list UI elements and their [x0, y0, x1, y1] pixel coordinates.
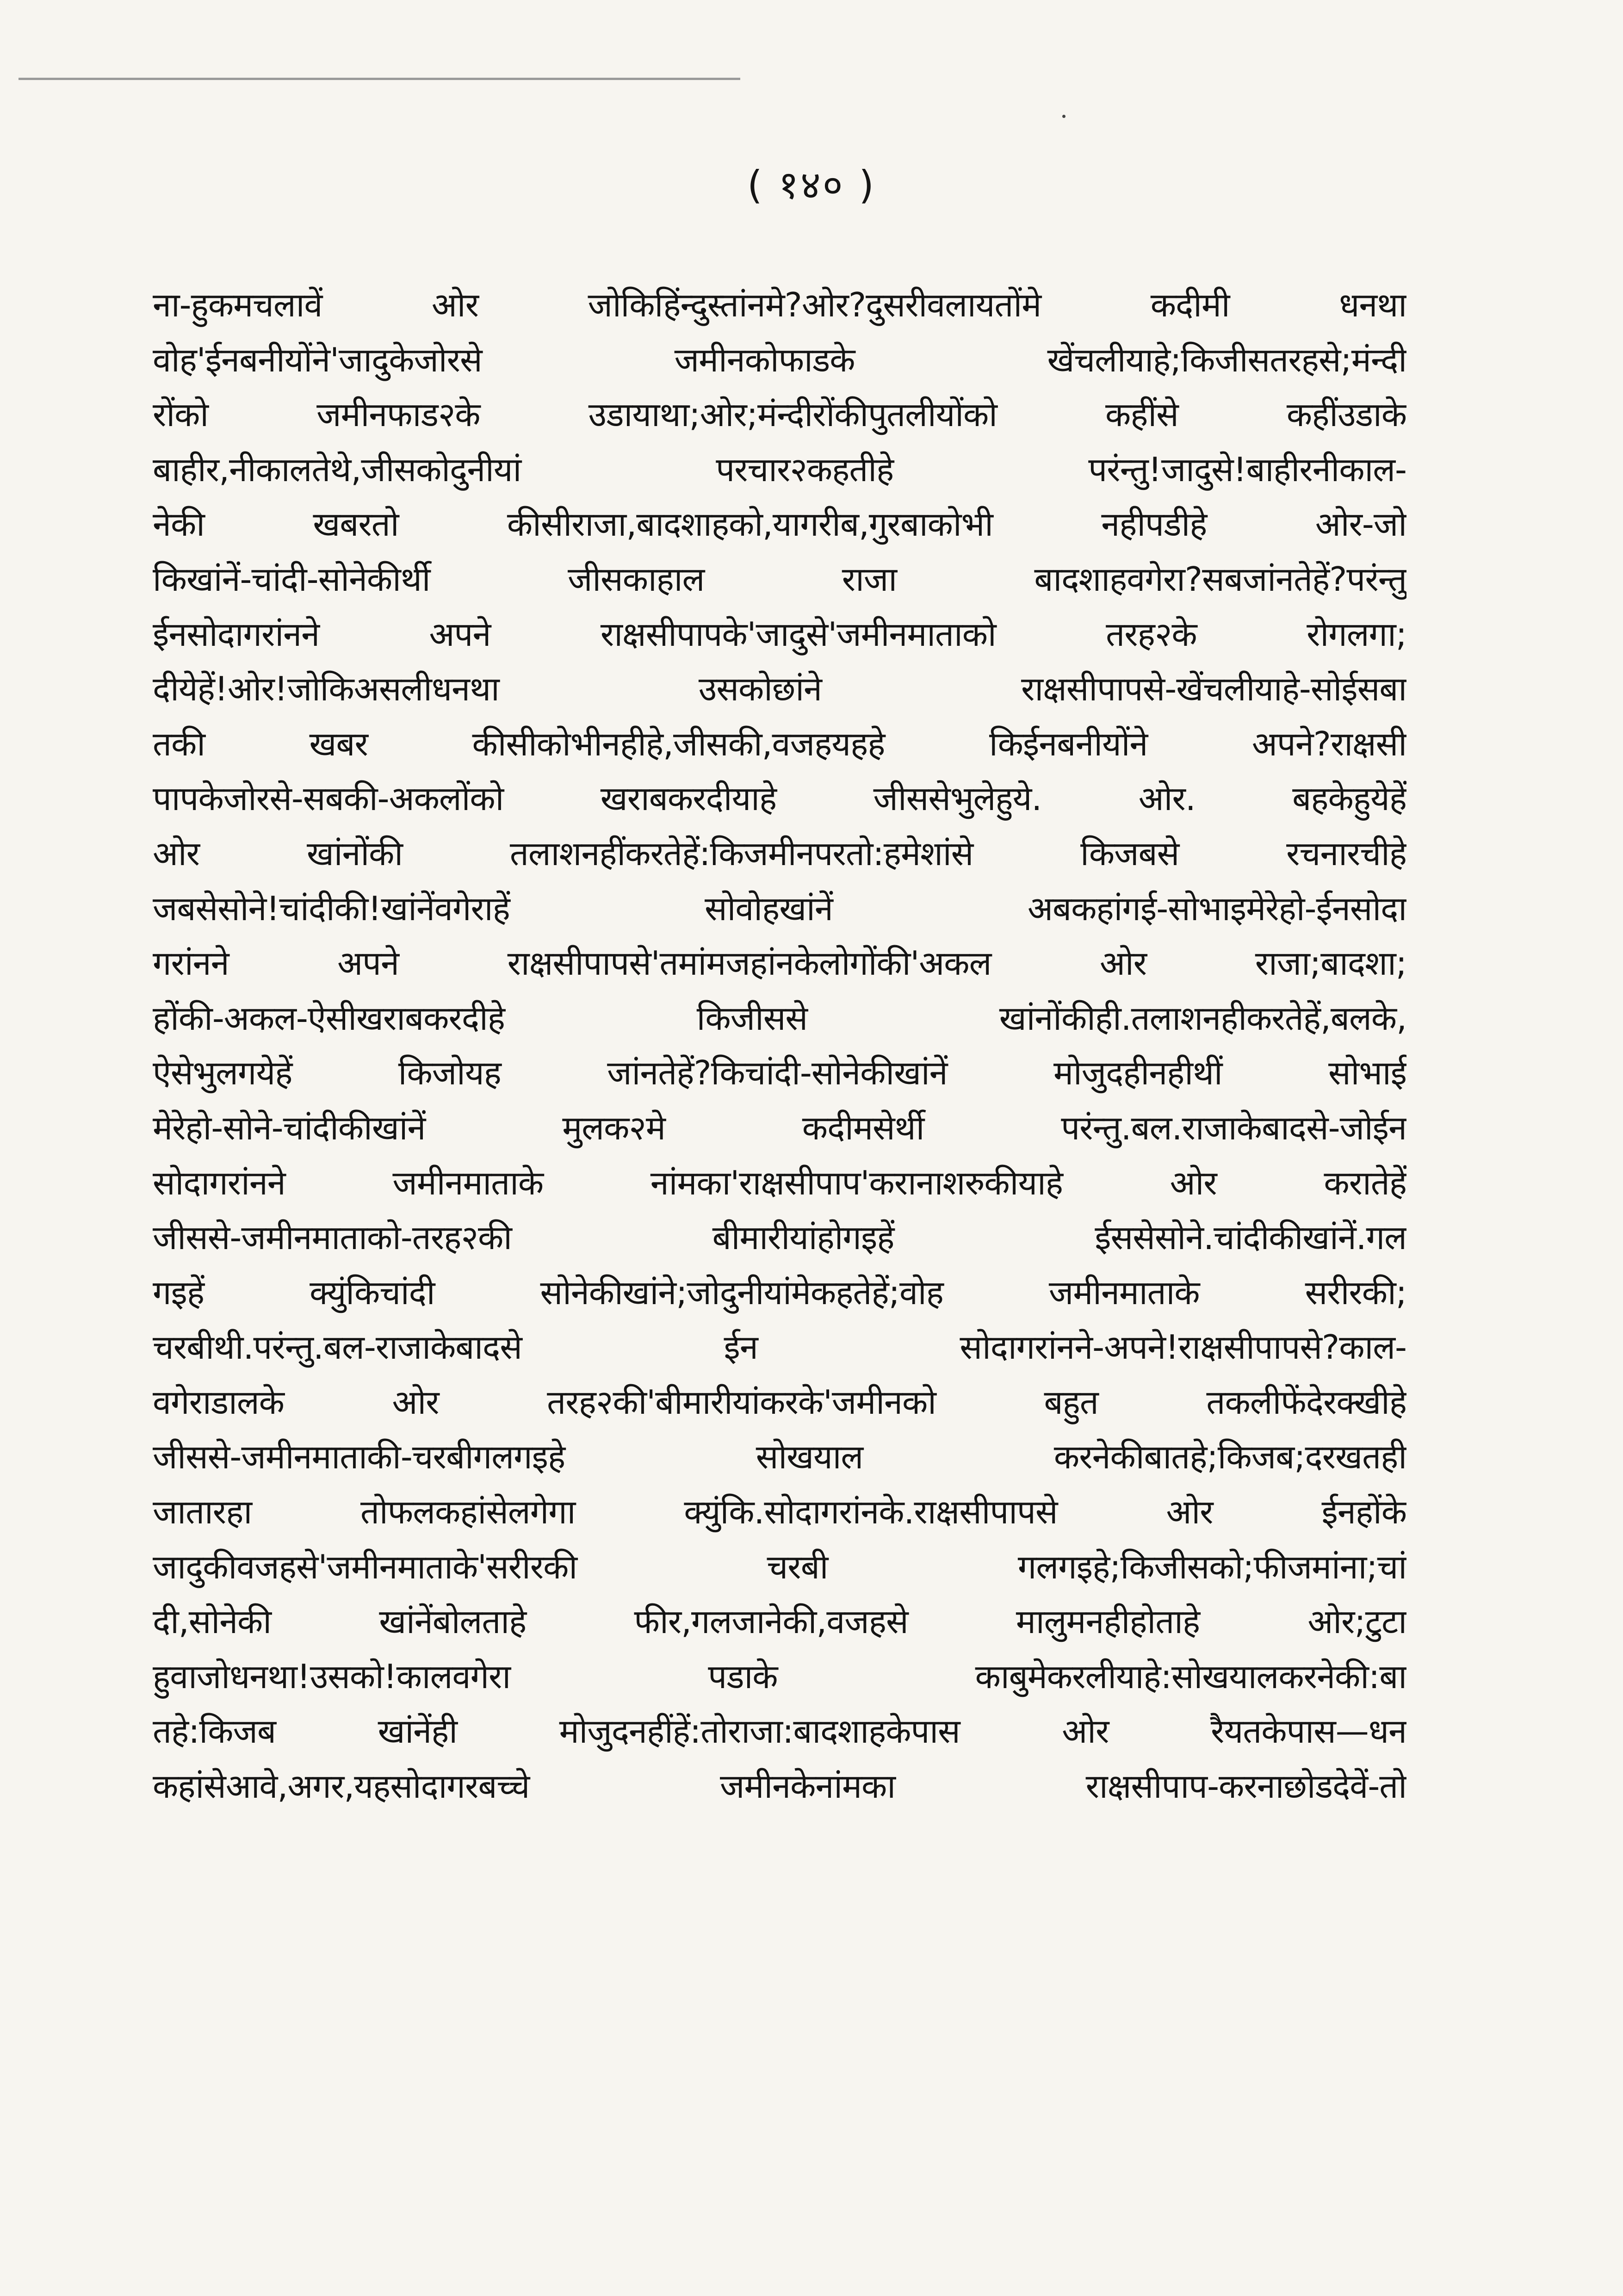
text-line: ऐसेभुलगयेहें किजोयह जांनतेहें?किचांदी-सोनेकीखांनें मोजुदहीनहीथीं सोभाई [153, 1053, 1406, 1093]
text-line: जादुकीवजहसे'जमीनमाताके'सरीरकी चरबी गलगइहे;किजीसको;फीजमांना;चां [153, 1547, 1406, 1586]
text-line: किखांनें-चांदी-सोनेकीर्थी जीसकाहाल राजा बादशाहवगेरा?सबजांनतेहें?परंन्तु [153, 559, 1406, 599]
text-line: चरबीथी.परंन्तु.बल-राजाकेबादसे ईन सोदागरांनने-अपने!राक्षसीपापसे?काल- [153, 1328, 1406, 1367]
text-line: होंकी-अकल-ऐसीखराबकरदीहे किजीससे खांनोंकीही.तलाशनहीकरतेहें,बलके, [153, 998, 1406, 1038]
body-text [153, 278, 1406, 1814]
text-line: मेरेहो-सोने-चांदीकीखांनें मुलक२मे कदीमसेर्थी परंन्तु.बल.राजाकेबादसे-जोईन [153, 1108, 1406, 1147]
text-line: दीयेहें!ओर!जोकिअसलीधनथा उसकोछांने राक्षसीपापसे-खेंचलीयाहे-सोईसबा [153, 669, 1406, 709]
text-line: तहे:किजब खांनेंही मोजुदनहींहें:तोराजा:बादशाहकेपास ओर रैयतकेपास—धन [153, 1712, 1406, 1751]
text-line: पापकेजोरसे-सबकी-अकलोंको खराबकरदीयाहे जीससेभुलेहुये. ओर. बहकेहुयेहें [153, 779, 1406, 818]
text-line: वगेराडालके ओर तरह२की'बीमारीयांकरके'जमीनको बहुत तकलीफेंदेरक्खीहे [153, 1382, 1406, 1422]
text-line: बाहीर,नीकालतेथे,जीसकोदुनीयां परचार२कहतीहे परंन्तु!जादुसे!बाहीरनीकाल- [153, 450, 1406, 489]
text-line: जीससे-जमीनमाताको-तरह२की बीमारीयांहोगइहें ईससेसोने.चांदीकीखांनें.गल [153, 1218, 1406, 1257]
page-number: ( १४० ) [747, 162, 876, 208]
text-line: जबसेसोने!चांदीकी!खांनेंवगेराहें सोवोहखांनें अबकहांगई-सोभाइमेरेहो-ईनसोदा [153, 889, 1406, 928]
top-border-rule [19, 78, 740, 80]
text-line: जीससे-जमीनमाताकी-चरबीगलगइहे सोखयाल करनेकीबातहे;किजब;दरखतही [153, 1437, 1406, 1477]
text-line: कहांसेआवे,अगर,यहसोदागरबच्चे जमीनकेनांमका राक्षसीपाप-करनाछोडदेवें-तो [153, 1767, 1406, 1806]
text-line: सोदागरांनने जमीनमाताके नांमका'राक्षसीपाप'करानाशरुकीयाहे ओर करातेहें [153, 1163, 1406, 1202]
text-line: ईनसोदागरांनने अपने राक्षसीपापके'जादुसे'जमीनमाताको तरह२के रोगलगा; [153, 614, 1406, 654]
text-line: जातारहा तोफलकहांसेलगेगा क्युंकि.सोदागरांनके.राक्षसीपापसे ओर ईनहोंके [153, 1492, 1406, 1532]
text-line: ओर खांनोंकी तलाशनहींकरतेहें:किजमीनपरतो:हमेशांसे किजबसे रचनारचीहे [153, 834, 1406, 873]
text-line: तकी खबर कीसीकोभीनहीहे,जीसकी,वजहयहहे किईनबनीयोंने अपने?राक्षसी [153, 724, 1406, 763]
text-line: वोह'ईनबनीयोंने'जादुकेजोरसे जमीनकोफाडके खेंचलीयाहे;किजीसतरहसे;मंन्दी [153, 340, 1406, 379]
text-line: हुवाजोधनथा!उसको!कालवगेरा पडाके काबुमेकरलीयाहे:सोखयालकरनेकी:बा [153, 1657, 1406, 1696]
text-line: नेकी खबरतो कीसीराजा,बादशाहको,यागरीब,गुरबाकोभी नहीपडीहे ओर-जो [153, 505, 1406, 544]
text-line: ना-हुकमचलावें ओर जोकिहिंन्दुस्तांनमे?ओर?दुसरीवलायतोंमे कदीमी धनथा [153, 285, 1406, 324]
text-line: गइहें क्युंकिचांदी सोनेकीखांने;जोदुनीयांमेकहतेहें;वोह जमीनमाताके सरीरकी; [153, 1273, 1406, 1312]
text-line: दी,सोनेकी खांनेंबोलताहे फीर,गलजानेकी,वजहसे मालुमनहीहोताहे ओर;टुटा [153, 1602, 1406, 1641]
ink-speck [1062, 115, 1065, 118]
text-line: रोंको जमीनफाड२के उडायाथा;ओर;मंन्दीरोंकीपुतलीयोंको कहींसे कहींउडाके [153, 395, 1406, 434]
text-line: गरांनने अपने राक्षसीपापसे'तमांमजहांनकेलोगोंकी'अकल ओर राजा;बादशा; [153, 944, 1406, 983]
